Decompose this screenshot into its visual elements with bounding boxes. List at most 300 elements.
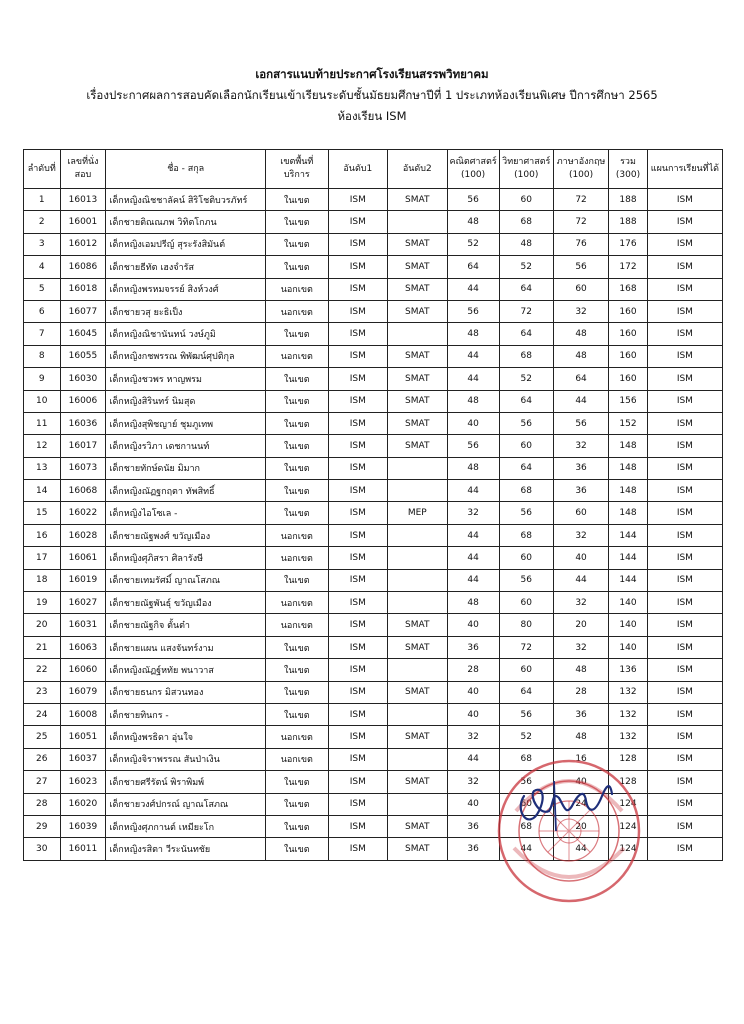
cell-math: 40 bbox=[447, 614, 499, 636]
cell-math: 36 bbox=[447, 815, 499, 837]
cell-math: 44 bbox=[447, 345, 499, 367]
cell-seat: 16073 bbox=[60, 457, 106, 479]
cell-total: 188 bbox=[609, 189, 648, 211]
cell-program: ISM bbox=[647, 189, 722, 211]
cell-rank1: ISM bbox=[328, 703, 387, 725]
cell-seat: 16045 bbox=[60, 323, 106, 345]
cell-total: 132 bbox=[609, 681, 648, 703]
cell-rank1: ISM bbox=[328, 793, 387, 815]
cell-program: ISM bbox=[647, 457, 722, 479]
cell-rank2: SMAT bbox=[388, 412, 447, 434]
cell-name: เด็กหญิงสิรินทร์ นิมสุด bbox=[106, 390, 266, 412]
cell-order: 4 bbox=[24, 256, 61, 278]
cell-order: 1 bbox=[24, 189, 61, 211]
cell-program: ISM bbox=[647, 300, 722, 322]
cell-program: ISM bbox=[647, 256, 722, 278]
cell-total: 188 bbox=[609, 211, 648, 233]
cell-rank2 bbox=[388, 793, 447, 815]
table-row bbox=[24, 614, 723, 636]
cell-total: 124 bbox=[609, 793, 648, 815]
cell-zone: ในเขต bbox=[266, 659, 329, 681]
cell-math: 36 bbox=[447, 838, 499, 860]
cell-program: ISM bbox=[647, 659, 722, 681]
cell-zone: ในเขต bbox=[266, 771, 329, 793]
cell-total: 128 bbox=[609, 748, 648, 770]
cell-order: 20 bbox=[24, 614, 61, 636]
table-row bbox=[24, 457, 723, 479]
cell-rank1: ISM bbox=[328, 815, 387, 837]
cell-zone: นอกเขต bbox=[266, 726, 329, 748]
cell-seat: 16063 bbox=[60, 636, 106, 658]
cell-math: 44 bbox=[447, 524, 499, 546]
cell-science: 52 bbox=[499, 256, 553, 278]
cell-zone: ในเขต bbox=[266, 502, 329, 524]
cell-total: 136 bbox=[609, 659, 648, 681]
cell-program: ISM bbox=[647, 793, 722, 815]
cell-science: 68 bbox=[499, 345, 553, 367]
cell-zone: ในเขต bbox=[266, 838, 329, 860]
cell-science: 64 bbox=[499, 390, 553, 412]
cell-english: 48 bbox=[553, 726, 608, 748]
cell-zone: นอกเขต bbox=[266, 524, 329, 546]
table-row bbox=[24, 256, 723, 278]
col-header-science: วิทยาศาสตร์ (100) bbox=[499, 150, 553, 189]
cell-program: ISM bbox=[647, 636, 722, 658]
cell-science: 68 bbox=[499, 211, 553, 233]
cell-english: 16 bbox=[553, 748, 608, 770]
cell-english: 32 bbox=[553, 300, 608, 322]
cell-rank1: ISM bbox=[328, 614, 387, 636]
table-row bbox=[24, 703, 723, 725]
cell-rank1: ISM bbox=[328, 480, 387, 502]
cell-order: 14 bbox=[24, 480, 61, 502]
cell-science: 56 bbox=[499, 703, 553, 725]
cell-science: 60 bbox=[499, 435, 553, 457]
cell-name: เด็กชายศรีรัตน์ พิราพิมพ์ bbox=[106, 771, 266, 793]
cell-rank2 bbox=[388, 547, 447, 569]
seal-rings bbox=[499, 761, 639, 901]
cell-rank1: ISM bbox=[328, 300, 387, 322]
cell-rank1: ISM bbox=[328, 211, 387, 233]
cell-zone: นอกเขต bbox=[266, 592, 329, 614]
cell-name: เด็กหญิงไอโซเล - bbox=[106, 502, 266, 524]
cell-rank2 bbox=[388, 659, 447, 681]
cell-program: ISM bbox=[647, 771, 722, 793]
cell-rank1: ISM bbox=[328, 592, 387, 614]
cell-zone: ในเขต bbox=[266, 256, 329, 278]
cell-rank1: ISM bbox=[328, 726, 387, 748]
cell-zone: ในเขต bbox=[266, 569, 329, 591]
cell-rank2: SMAT bbox=[388, 636, 447, 658]
cell-program: ISM bbox=[647, 345, 722, 367]
cell-rank2: SMAT bbox=[388, 233, 447, 255]
cell-science: 60 bbox=[499, 592, 553, 614]
cell-english: 28 bbox=[553, 681, 608, 703]
cell-total: 172 bbox=[609, 256, 648, 278]
cell-total: 176 bbox=[609, 233, 648, 255]
cell-english: 76 bbox=[553, 233, 608, 255]
cell-program: ISM bbox=[647, 726, 722, 748]
cell-order: 25 bbox=[24, 726, 61, 748]
cell-rank2 bbox=[388, 703, 447, 725]
cell-order: 10 bbox=[24, 390, 61, 412]
cell-rank1: ISM bbox=[328, 390, 387, 412]
cell-rank1: ISM bbox=[328, 368, 387, 390]
cell-order: 16 bbox=[24, 524, 61, 546]
cell-rank2: SMAT bbox=[388, 726, 447, 748]
cell-math: 40 bbox=[447, 703, 499, 725]
cell-zone: ในเขต bbox=[266, 793, 329, 815]
cell-order: 11 bbox=[24, 412, 61, 434]
cell-english: 24 bbox=[553, 793, 608, 815]
cell-total: 160 bbox=[609, 368, 648, 390]
cell-english: 56 bbox=[553, 412, 608, 434]
table-row bbox=[24, 412, 723, 434]
cell-total: 124 bbox=[609, 815, 648, 837]
col-header-rank2: อันดับ2 bbox=[388, 150, 447, 189]
cell-program: ISM bbox=[647, 368, 722, 390]
cell-english: 36 bbox=[553, 480, 608, 502]
school-seal-stamp bbox=[494, 756, 644, 906]
cell-seat: 16068 bbox=[60, 480, 106, 502]
table-row bbox=[24, 636, 723, 658]
cell-math: 56 bbox=[447, 300, 499, 322]
cell-program: ISM bbox=[647, 480, 722, 502]
cell-zone: นอกเขต bbox=[266, 300, 329, 322]
cell-program: ISM bbox=[647, 815, 722, 837]
cell-name: เด็กชายณัฐพันธุ์ ขวัญเมือง bbox=[106, 592, 266, 614]
cell-english: 64 bbox=[553, 368, 608, 390]
cell-seat: 16020 bbox=[60, 793, 106, 815]
cell-science: 72 bbox=[499, 636, 553, 658]
cell-rank1: ISM bbox=[328, 659, 387, 681]
cell-seat: 16077 bbox=[60, 300, 106, 322]
col-header-english: ภาษาอังกฤษ (100) bbox=[553, 150, 608, 189]
cell-rank2: SMAT bbox=[388, 300, 447, 322]
cell-order: 2 bbox=[24, 211, 61, 233]
cell-seat: 16060 bbox=[60, 659, 106, 681]
cell-rank1: ISM bbox=[328, 547, 387, 569]
cell-english: 20 bbox=[553, 815, 608, 837]
cell-science: 56 bbox=[499, 502, 553, 524]
cell-name: เด็กหญิงชวพร หาญพรม bbox=[106, 368, 266, 390]
cell-order: 12 bbox=[24, 435, 61, 457]
cell-program: ISM bbox=[647, 838, 722, 860]
cell-rank1: ISM bbox=[328, 457, 387, 479]
cell-name: เด็กหญิงกชพรรณ พิพัฒน์ศุปติกุล bbox=[106, 345, 266, 367]
cell-math: 56 bbox=[447, 189, 499, 211]
cell-program: ISM bbox=[647, 703, 722, 725]
cell-order: 22 bbox=[24, 659, 61, 681]
cell-order: 27 bbox=[24, 771, 61, 793]
cell-name: เด็กหญิงศุภกานต์ เหมียะโก bbox=[106, 815, 266, 837]
cell-program: ISM bbox=[647, 211, 722, 233]
cell-science: 60 bbox=[499, 793, 553, 815]
cell-science: 56 bbox=[499, 771, 553, 793]
cell-total: 144 bbox=[609, 524, 648, 546]
cell-rank2 bbox=[388, 211, 447, 233]
cell-english: 32 bbox=[553, 592, 608, 614]
cell-science: 60 bbox=[499, 547, 553, 569]
cell-seat: 16031 bbox=[60, 614, 106, 636]
cell-zone: ในเขต bbox=[266, 189, 329, 211]
cell-order: 21 bbox=[24, 636, 61, 658]
col-header-math: คณิตศาสตร์ (100) bbox=[447, 150, 499, 189]
cell-english: 44 bbox=[553, 838, 608, 860]
cell-rank2 bbox=[388, 569, 447, 591]
cell-science: 48 bbox=[499, 233, 553, 255]
cell-total: 144 bbox=[609, 547, 648, 569]
cell-rank2 bbox=[388, 323, 447, 345]
cell-science: 68 bbox=[499, 815, 553, 837]
cell-name: เด็กหญิงเอมปรีญ์ สุระรังสิมันต์ bbox=[106, 233, 266, 255]
cell-seat: 16017 bbox=[60, 435, 106, 457]
cell-math: 44 bbox=[447, 278, 499, 300]
cell-order: 18 bbox=[24, 569, 61, 591]
table-header-row bbox=[24, 150, 723, 189]
cell-program: ISM bbox=[647, 614, 722, 636]
cell-science: 64 bbox=[499, 457, 553, 479]
cell-program: ISM bbox=[647, 681, 722, 703]
cell-math: 56 bbox=[447, 435, 499, 457]
cell-seat: 16011 bbox=[60, 838, 106, 860]
cell-seat: 16055 bbox=[60, 345, 106, 367]
cell-rank2 bbox=[388, 592, 447, 614]
cell-science: 72 bbox=[499, 300, 553, 322]
cell-name: เด็กหญิงณิชานันทน์ วงษ์ภูมิ bbox=[106, 323, 266, 345]
table-row bbox=[24, 323, 723, 345]
table-row bbox=[24, 681, 723, 703]
cell-order: 17 bbox=[24, 547, 61, 569]
cell-zone: นอกเขต bbox=[266, 547, 329, 569]
cell-program: ISM bbox=[647, 524, 722, 546]
cell-zone: ในเขต bbox=[266, 390, 329, 412]
cell-rank1: ISM bbox=[328, 345, 387, 367]
table-row bbox=[24, 435, 723, 457]
cell-seat: 16001 bbox=[60, 211, 106, 233]
cell-english: 44 bbox=[553, 390, 608, 412]
cell-math: 52 bbox=[447, 233, 499, 255]
cell-rank2 bbox=[388, 480, 447, 502]
cell-total: 148 bbox=[609, 480, 648, 502]
cell-order: 5 bbox=[24, 278, 61, 300]
cell-zone: ในเขต bbox=[266, 233, 329, 255]
cell-order: 26 bbox=[24, 748, 61, 770]
cell-math: 48 bbox=[447, 457, 499, 479]
cell-english: 60 bbox=[553, 502, 608, 524]
cell-seat: 16013 bbox=[60, 189, 106, 211]
cell-english: 44 bbox=[553, 569, 608, 591]
cell-order: 29 bbox=[24, 815, 61, 837]
cell-total: 160 bbox=[609, 323, 648, 345]
cell-math: 36 bbox=[447, 636, 499, 658]
cell-math: 48 bbox=[447, 211, 499, 233]
cell-total: 152 bbox=[609, 412, 648, 434]
document-header bbox=[0, 64, 744, 127]
col-header-rank1: อันดับ1 bbox=[328, 150, 387, 189]
cell-rank2: SMAT bbox=[388, 189, 447, 211]
cell-order: 3 bbox=[24, 233, 61, 255]
cell-science: 60 bbox=[499, 659, 553, 681]
cell-rank2: SMAT bbox=[388, 435, 447, 457]
cell-english: 72 bbox=[553, 211, 608, 233]
cell-science: 60 bbox=[499, 189, 553, 211]
cell-science: 80 bbox=[499, 614, 553, 636]
table-row bbox=[24, 368, 723, 390]
cell-math: 32 bbox=[447, 502, 499, 524]
header-line-3: ห้องเรียน ISM bbox=[337, 109, 407, 123]
cell-seat: 16012 bbox=[60, 233, 106, 255]
cell-zone: ในเขต bbox=[266, 368, 329, 390]
cell-math: 64 bbox=[447, 256, 499, 278]
cell-seat: 16023 bbox=[60, 771, 106, 793]
cell-seat: 16037 bbox=[60, 748, 106, 770]
cell-math: 48 bbox=[447, 390, 499, 412]
cell-math: 40 bbox=[447, 681, 499, 703]
cell-order: 30 bbox=[24, 838, 61, 860]
cell-rank1: ISM bbox=[328, 771, 387, 793]
col-header-order: ลำดับที่ bbox=[24, 150, 61, 189]
cell-science: 56 bbox=[499, 412, 553, 434]
cell-total: 128 bbox=[609, 771, 648, 793]
cell-science: 52 bbox=[499, 726, 553, 748]
cell-rank2: SMAT bbox=[388, 390, 447, 412]
cell-name: เด็กหญิงรวิภา เดชกานนท์ bbox=[106, 435, 266, 457]
cell-total: 132 bbox=[609, 703, 648, 725]
cell-total: 132 bbox=[609, 726, 648, 748]
cell-zone: ในเขต bbox=[266, 323, 329, 345]
cell-total: 148 bbox=[609, 502, 648, 524]
cell-total: 140 bbox=[609, 636, 648, 658]
cell-name: เด็กหญิงจิราพรรณ สันป่าเงิน bbox=[106, 748, 266, 770]
cell-english: 32 bbox=[553, 636, 608, 658]
cell-math: 48 bbox=[447, 592, 499, 614]
cell-program: ISM bbox=[647, 323, 722, 345]
cell-name: เด็กหญิงสุพิชญาย์ ชุมภูเทพ bbox=[106, 412, 266, 434]
cell-english: 48 bbox=[553, 659, 608, 681]
cell-zone: นอกเขต bbox=[266, 278, 329, 300]
cell-science: 64 bbox=[499, 278, 553, 300]
cell-name: เด็กหญิงรสิตา วีระนันทชัย bbox=[106, 838, 266, 860]
cell-rank1: ISM bbox=[328, 233, 387, 255]
cell-name: เด็กชายทักษ์ดนัย มิมาก bbox=[106, 457, 266, 479]
cell-zone: ในเขต bbox=[266, 211, 329, 233]
cell-program: ISM bbox=[647, 390, 722, 412]
cell-total: 148 bbox=[609, 457, 648, 479]
cell-order: 7 bbox=[24, 323, 61, 345]
cell-rank1: ISM bbox=[328, 435, 387, 457]
cell-rank1: ISM bbox=[328, 838, 387, 860]
cell-name: เด็กหญิงณัฏฐกฤตา ทัพสิทธิ์ bbox=[106, 480, 266, 502]
cell-seat: 16008 bbox=[60, 703, 106, 725]
cell-rank2 bbox=[388, 748, 447, 770]
cell-english: 60 bbox=[553, 278, 608, 300]
cell-program: ISM bbox=[647, 412, 722, 434]
cell-name: เด็กชายณัฐพงศ์ ขวัญเมือง bbox=[106, 524, 266, 546]
cell-math: 32 bbox=[447, 726, 499, 748]
cell-math: 32 bbox=[447, 771, 499, 793]
table-row bbox=[24, 278, 723, 300]
cell-name: เด็กหญิงณัฏฐ์หทัย พนาวาส bbox=[106, 659, 266, 681]
cell-seat: 16039 bbox=[60, 815, 106, 837]
cell-order: 9 bbox=[24, 368, 61, 390]
cell-total: 168 bbox=[609, 278, 648, 300]
cell-math: 44 bbox=[447, 368, 499, 390]
col-header-program: แผนการเรียนที่ได้ bbox=[647, 150, 722, 189]
cell-rank1: ISM bbox=[328, 681, 387, 703]
cell-program: ISM bbox=[647, 547, 722, 569]
cell-order: 6 bbox=[24, 300, 61, 322]
cell-total: 156 bbox=[609, 390, 648, 412]
cell-order: 28 bbox=[24, 793, 61, 815]
col-header-seat: เลขที่นั่งสอบ bbox=[60, 150, 106, 189]
cell-math: 40 bbox=[447, 793, 499, 815]
cell-math: 48 bbox=[447, 323, 499, 345]
cell-rank2 bbox=[388, 457, 447, 479]
cell-zone: ในเขต bbox=[266, 435, 329, 457]
cell-program: ISM bbox=[647, 233, 722, 255]
cell-order: 24 bbox=[24, 703, 61, 725]
cell-seat: 16022 bbox=[60, 502, 106, 524]
cell-zone: นอกเขต bbox=[266, 748, 329, 770]
cell-zone: ในเขต bbox=[266, 636, 329, 658]
cell-program: ISM bbox=[647, 569, 722, 591]
cell-rank1: ISM bbox=[328, 748, 387, 770]
cell-english: 36 bbox=[553, 457, 608, 479]
cell-name: เด็กชายณัฐกิจ ตั้นต๋า bbox=[106, 614, 266, 636]
cell-program: ISM bbox=[647, 592, 722, 614]
cell-seat: 16061 bbox=[60, 547, 106, 569]
cell-english: 48 bbox=[553, 323, 608, 345]
cell-english: 32 bbox=[553, 435, 608, 457]
cell-science: 52 bbox=[499, 368, 553, 390]
cell-rank1: ISM bbox=[328, 412, 387, 434]
cell-rank2: SMAT bbox=[388, 278, 447, 300]
table-row bbox=[24, 300, 723, 322]
cell-name: เด็กชายธีทัต เฮงจำรัส bbox=[106, 256, 266, 278]
cell-rank1: ISM bbox=[328, 323, 387, 345]
cell-total: 160 bbox=[609, 345, 648, 367]
cell-name: เด็กชายแผน แสงจันทร์งาม bbox=[106, 636, 266, 658]
cell-name: เด็กชายวงศ์ปกรณ์ ญาณโสภณ bbox=[106, 793, 266, 815]
table-row bbox=[24, 726, 723, 748]
cell-rank1: ISM bbox=[328, 189, 387, 211]
cell-zone: ในเขต bbox=[266, 412, 329, 434]
cell-order: 15 bbox=[24, 502, 61, 524]
cell-name: เด็กหญิงณิชชาลัคน์ สิริโชติบวรภัทร์ bbox=[106, 189, 266, 211]
cell-program: ISM bbox=[647, 278, 722, 300]
cell-name: เด็กชายทินกร - bbox=[106, 703, 266, 725]
cell-english: 20 bbox=[553, 614, 608, 636]
cell-science: 64 bbox=[499, 681, 553, 703]
header-line-2: เรื่องประกาศผลการสอบคัดเลือกนักเรียนเข้าเรียนระดับชั้นมัธยมศึกษาปีที่ 1 ประเภทห้องเรียนพิเศษ ปีการศึกษา 2565 bbox=[86, 88, 658, 102]
cell-zone: ในเขต bbox=[266, 703, 329, 725]
table-row bbox=[24, 390, 723, 412]
cell-program: ISM bbox=[647, 502, 722, 524]
cell-science: 68 bbox=[499, 748, 553, 770]
cell-english: 72 bbox=[553, 189, 608, 211]
cell-english: 40 bbox=[553, 771, 608, 793]
cell-math: 44 bbox=[447, 547, 499, 569]
cell-science: 56 bbox=[499, 569, 553, 591]
cell-english: 40 bbox=[553, 547, 608, 569]
cell-rank1: ISM bbox=[328, 256, 387, 278]
cell-rank2 bbox=[388, 524, 447, 546]
cell-rank2: SMAT bbox=[388, 345, 447, 367]
table-row bbox=[24, 592, 723, 614]
table-row bbox=[24, 524, 723, 546]
cell-seat: 16019 bbox=[60, 569, 106, 591]
